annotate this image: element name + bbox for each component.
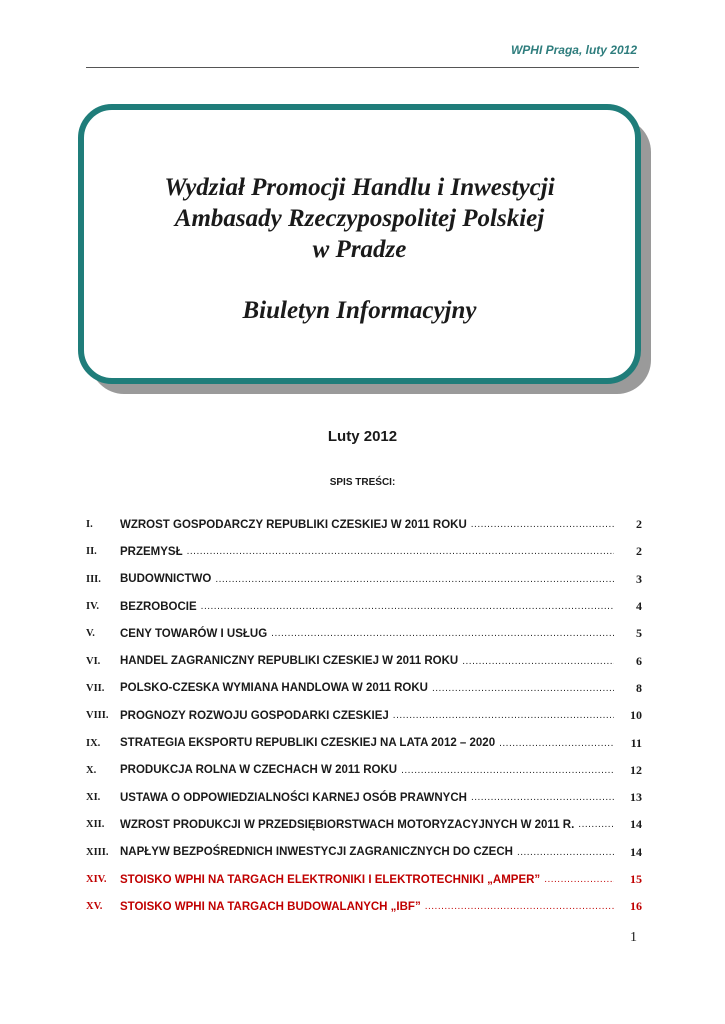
toc-entry[interactable] <box>86 620 642 647</box>
toc-entry-title: STOISKO WPHI NA TARGACH BUDOWALANYCH „IBF” <box>120 900 421 913</box>
toc-heading: SPIS TREŚCI: <box>329 477 396 488</box>
header-rule <box>86 67 639 68</box>
toc-entry-number: X. <box>86 764 97 776</box>
toc-dot-leader <box>271 628 614 639</box>
toc-entry[interactable] <box>86 647 642 674</box>
toc-entry-title: HANDEL ZAGRANICZNY REPUBLIKI CZESKIEJ W 2011 ROKU <box>120 655 459 668</box>
title-line-2: Ambasady Rzeczypospolitej Polskiej <box>174 205 545 232</box>
toc-entry-page: 4 <box>636 599 642 614</box>
toc-entry-number: III. <box>86 573 101 585</box>
toc-entry-title: STRATEGIA EKSPORTU REPUBLIKI CZESKIEJ NA LATA 2012 – 2020 <box>120 737 496 750</box>
toc-entry-number: XV. <box>86 901 103 913</box>
toc-entry-title: BEZROBOCIE <box>120 600 197 613</box>
toc-entry-number: V. <box>86 628 95 640</box>
toc-entry[interactable] <box>86 729 642 756</box>
issue-date: Luty 2012 <box>327 428 398 445</box>
toc-entry-number: XIII. <box>86 846 109 858</box>
toc-entry[interactable] <box>86 675 642 702</box>
toc-entry-page: 10 <box>630 708 642 723</box>
toc-entry-page: 11 <box>630 735 642 750</box>
toc-entry-title: STOISKO WPHI NA TARGACH ELEKTRONIKI I ELEKTROTECHNIKI „AMPER” <box>120 873 541 886</box>
toc-entry[interactable] <box>86 811 642 838</box>
table-of-contents <box>86 511 642 920</box>
toc-entry-number: IV. <box>86 601 99 613</box>
toc-entry[interactable] <box>86 839 642 866</box>
toc-entry-page: 15 <box>630 872 642 886</box>
toc-entry-number: II. <box>86 546 97 558</box>
title-box <box>78 104 641 384</box>
title-line-1: Wydział Promocji Handlu i Inwestycji <box>164 174 555 201</box>
toc-entry-number: VII. <box>86 682 105 694</box>
toc-entry[interactable] <box>86 566 642 593</box>
toc-entry-title: BUDOWNICTWO <box>120 573 212 586</box>
toc-entry-page: 16 <box>630 899 642 914</box>
title-line-3: w Pradze <box>312 236 407 263</box>
toc-entry-number: VIII. <box>86 710 109 722</box>
toc-entry-number: I. <box>86 519 93 531</box>
toc-entry[interactable] <box>86 511 642 538</box>
toc-entry-title: NAPŁYW BEZPOŚREDNICH INWESTYCJI ZAGRANICZNYCH DO CZECH <box>120 846 513 859</box>
toc-dot-leader <box>471 792 614 803</box>
toc-entry[interactable] <box>86 702 642 729</box>
toc-entry-page: 14 <box>630 844 642 859</box>
toc-dot-leader <box>425 901 614 912</box>
toc-dot-leader <box>517 847 614 858</box>
toc-dot-leader <box>499 738 614 749</box>
toc-entry[interactable] <box>86 593 642 620</box>
toc-entry-page: 12 <box>630 762 642 777</box>
toc-entry-page: 14 <box>630 817 642 832</box>
toc-entry[interactable] <box>86 538 642 565</box>
toc-entry-page: 13 <box>630 790 642 805</box>
toc-entry-title: CENY TOWARÓW I USŁUG <box>120 627 268 640</box>
toc-entry[interactable] <box>86 784 642 811</box>
toc-entry[interactable] <box>86 757 642 784</box>
toc-entry-title: USTAWA O ODPOWIEDZIALNOŚCI KARNEJ OSÓB PRAWNYCH <box>120 791 467 804</box>
toc-entry-number: XIV. <box>86 874 107 885</box>
toc-entry-page: 6 <box>636 653 642 668</box>
toc-dot-leader <box>462 656 614 667</box>
toc-entry-title: PRZEMYSŁ <box>120 545 183 558</box>
toc-dot-leader <box>544 874 614 885</box>
toc-entry-title: PRODUKCJA ROLNA W CZECHACH W 2011 ROKU <box>120 764 398 777</box>
toc-entry[interactable] <box>86 866 642 893</box>
toc-dot-leader <box>201 601 614 612</box>
toc-dot-leader <box>578 819 614 830</box>
toc-dot-leader <box>432 683 614 694</box>
toc-entry-number: XII. <box>86 819 105 831</box>
toc-dot-leader <box>215 574 614 585</box>
toc-dot-leader <box>393 710 614 721</box>
toc-dot-leader <box>401 765 614 776</box>
toc-entry-title: WZROST PRODUKCJI W PRZEDSIĘBIORSTWACH MOTORYZACYJNYCH W 2011 R. <box>120 818 575 831</box>
header-text: WPHI Praga, luty 2012 <box>510 43 637 57</box>
toc-entry-page: 2 <box>636 517 642 532</box>
toc-entry-number: XI. <box>86 792 101 804</box>
toc-entry-page: 8 <box>636 680 642 695</box>
toc-entry-title: PROGNOZY ROZWOJU GOSPODARKI CZESKIEJ <box>120 709 389 722</box>
toc-entry-page: 5 <box>636 626 642 641</box>
bulletin-subtitle: Biuletyn Informacyjny <box>242 297 477 324</box>
toc-entry-page: 3 <box>636 571 642 586</box>
toc-entry-number: VI. <box>86 655 101 667</box>
toc-entry-title: POLSKO-CZESKA WYMIANA HANDLOWA W 2011 ROKU <box>120 682 428 695</box>
toc-entry[interactable] <box>86 893 642 920</box>
toc-dot-leader <box>187 546 614 557</box>
toc-dot-leader <box>471 519 614 530</box>
toc-entry-title: WZROST GOSPODARCZY REPUBLIKI CZESKIEJ W 2011 ROKU <box>120 518 467 531</box>
toc-entry-page: 2 <box>636 544 642 559</box>
page-number: 1 <box>630 930 637 945</box>
toc-entry-number: IX. <box>86 737 101 749</box>
